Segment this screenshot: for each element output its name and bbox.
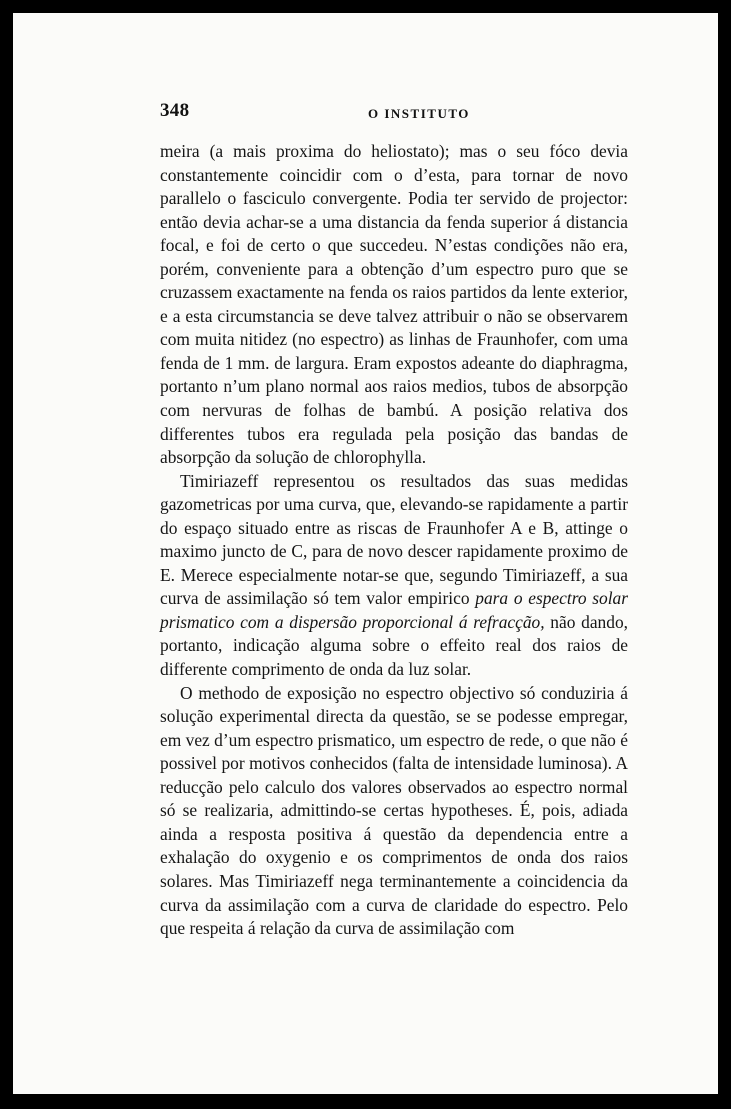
paragraph-3: O methodo de exposição no espectro objectivo só conduziria á solução experimental directa da questão, se se podesse empregar, em vez d’um espectro prismatico, um espectro de rede, o que não é possivel por motivos conhecidos (falta de intensidade luminosa). A reducção pelo calculo dos valores observados ao espectro normal só se realizaria, admittindo-se certas hypotheses. É, pois, adiada ainda a resposta positiva á questão da dependencia entre a exhalação do oxygenio e os comprimentos de onda dos raios solares. Mas Timiriazeff nega terminantemente a coincidencia da curva da assimilação com a curva de claridade do espectro. Pelo que respeita á relação da curva de assimilação com xyxy=(160,682,628,939)
paragraph-2-italic-phrase: para o espectro solar prismatico com a dispersão proporcional á refracção, xyxy=(160,588,628,632)
body-text xyxy=(160,140,628,941)
running-head: O INSTITUTO xyxy=(368,106,470,121)
book-page xyxy=(13,13,718,1094)
page-number: 348 xyxy=(160,100,190,121)
paragraph-2 xyxy=(160,470,628,682)
paragraph-2-text-end: não dando, portanto, indicação alguma sobre o effeito real dos raios de differente comprimento de onda da luz solar. xyxy=(160,611,628,680)
paragraph-2-text-start: Timiriazeff representou os resultados das suas medidas gazometricas por uma curva, que, elevando-se rapidamente a partir do espaço situado entre as riscas de Fraunhofer A e B, attinge o maximo juncto de C, para de novo descer rapidamente proximo de E. Merece especialmente notar-se que, segundo Timiriazeff, a sua curva de assimilação só tem valor empirico xyxy=(160,470,628,609)
page-header xyxy=(160,100,650,128)
paragraph-1: meira (a mais proxima do heliostato); mas o seu fóco devia constantemente coincidir com o d’esta, para tornar de novo parallelo o fasciculo convergente. Podia ter servido de projector: então devia achar-se a uma distancia da fenda superior á distancia focal, e foi de certo o que succedeu. N’estas condições não era, porém, conveniente para a obtenção d’um espectro puro que se cruzassem exactamente na fenda os raios partidos da lente exterior, e a esta circumstancia se deve talvez attribuir o não se observarem com muita nitidez (no espectro) as linhas de Fraunhofer, com uma fenda de 1 mm. de largura. Eram expostos adeante do diaphragma, portanto n’um plano normal aos raios medios, tubos de absorpção com nervuras de folhas de bambú. A posição relativa dos differentes tubos era regulada pela posição das bandas de absorpção da solução de chlorophylla. xyxy=(160,141,628,468)
